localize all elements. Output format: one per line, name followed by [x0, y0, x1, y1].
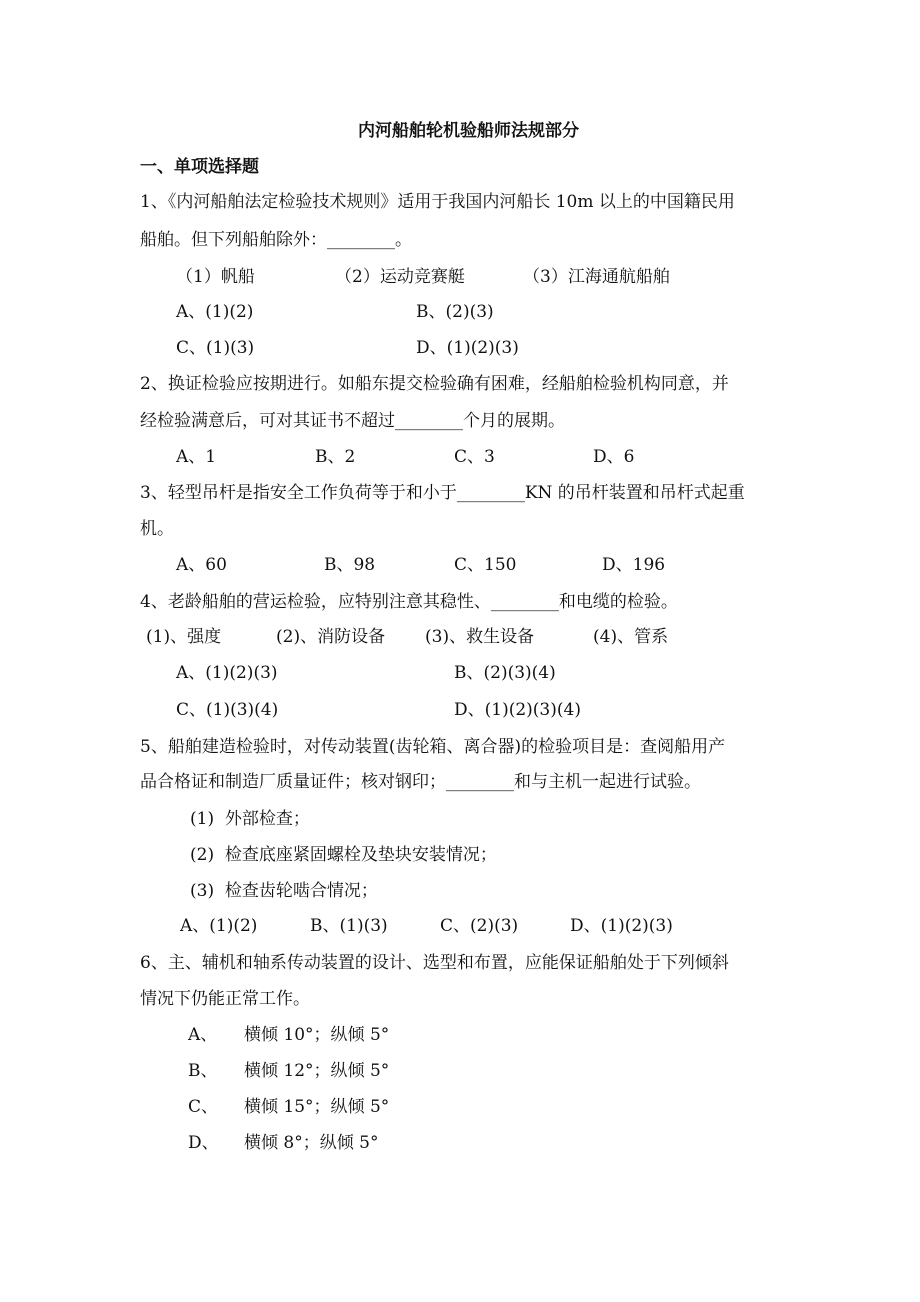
q2-option-b: B、2	[315, 447, 356, 467]
q5-item-2: (2) 检查底座紧固螺栓及垫块安装情况；	[190, 845, 497, 865]
q5-option-d: D、(1)(2)(3)	[570, 916, 673, 936]
q4-item-4: (4)、管系	[593, 627, 669, 647]
q4-item-3: (3)、救生设备	[425, 627, 535, 647]
q4-option-c: C、(1)(3)(4)	[176, 700, 279, 720]
q6-option-d-letter: D、	[188, 1133, 219, 1153]
page-title: 内河船舶轮机验船师法规部分	[358, 121, 579, 141]
q5-option-b: B、(1)(3)	[310, 916, 388, 936]
q6-option-a-text: 横倾 10°；纵倾 5°	[244, 1025, 390, 1045]
q2-text-line1: 2、换证检验应按期进行。如船东提交检验确有困难，经船舶检验机构同意，并	[140, 374, 729, 394]
q5-text-line2: 品合格证和制造厂质量证件；核对钢印；________和与主机一起进行试验。	[140, 772, 701, 792]
q6-text-line1: 6、主、辅机和轴系传动装置的设计、选型和布置，应能保证船舶处于下列倾斜	[140, 953, 729, 973]
q1-item-3: （3）江海通航船舶	[523, 267, 670, 287]
q5-option-a: A、(1)(2)	[180, 916, 258, 936]
q6-option-a-letter: A、	[188, 1025, 218, 1045]
q1-option-d: D、(1)(2)(3)	[416, 338, 519, 358]
q6-text-line2: 情况下仍能正常工作。	[140, 989, 310, 1009]
q1-option-b: B、(2)(3)	[416, 302, 494, 322]
q3-option-d: D、196	[602, 555, 666, 575]
q2-option-a: A、1	[176, 447, 217, 467]
q1-option-a: A、(1)(2)	[176, 302, 254, 322]
q2-text-line2: 经检验满意后，可对其证书不超过________个月的展期。	[140, 411, 565, 431]
q4-option-a: A、(1)(2)(3)	[176, 663, 278, 683]
q3-option-a: A、60	[176, 555, 227, 575]
q4-option-b: B、(2)(3)(4)	[454, 663, 556, 683]
q1-text-line2: 船舶。但下列船舶除外：________。	[140, 230, 412, 250]
q6-option-c-text: 横倾 15°；纵倾 5°	[244, 1097, 390, 1117]
q5-item-3: (3) 检查齿轮啮合情况；	[190, 881, 378, 901]
q5-text-line1: 5、船舶建造检验时，对传动装置(齿轮箱、离合器)的检验项目是：查阅船用产	[140, 737, 726, 757]
q4-option-d: D、(1)(2)(3)(4)	[454, 700, 581, 720]
q1-item-1: （1）帆船	[176, 267, 255, 287]
q2-option-d: D、6	[593, 447, 635, 467]
q6-option-d-text: 横倾 8°；纵倾 5°	[244, 1133, 379, 1153]
q3-option-b: B、98	[324, 555, 376, 575]
q4-item-2: (2)、消防设备	[276, 627, 386, 647]
q2-option-c: C、3	[454, 447, 495, 467]
q5-item-1: (1) 外部检查；	[190, 809, 310, 829]
q3-text-line1: 3、轻型吊杆是指安全工作负荷等于和小于________KN 的吊杆装置和吊杆式起重	[140, 483, 745, 503]
q6-option-b-letter: B、	[188, 1061, 218, 1081]
q3-text-line2: 机。	[140, 519, 174, 539]
q4-item-1: (1)、强度	[146, 627, 222, 647]
q1-option-c: C、(1)(3)	[176, 338, 255, 358]
section-heading: 一、单项选择题	[140, 157, 259, 177]
q5-option-c: C、(2)(3)	[440, 916, 519, 936]
q3-option-c: C、150	[454, 555, 517, 575]
q6-option-b-text: 横倾 12°；纵倾 5°	[244, 1061, 390, 1081]
q6-option-c-letter: C、	[188, 1097, 219, 1117]
q1-item-2: （2）运动竞赛艇	[335, 267, 465, 287]
q1-text-line1: 1、《内河船舶法定检验技术规则》适用于我国内河船长 10m 以上的中国籍民用	[140, 192, 735, 212]
q4-text-line1: 4、老龄船舶的营运检验，应特别注意其稳性、________和电缆的检验。	[140, 592, 678, 612]
